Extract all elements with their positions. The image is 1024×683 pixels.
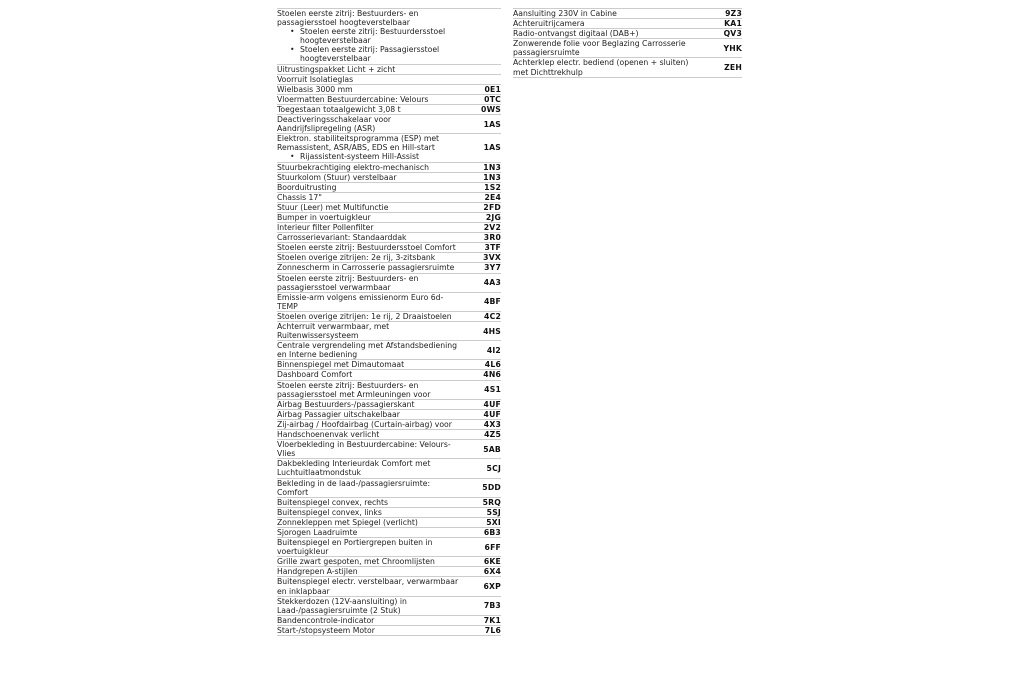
option-code: 5SJ	[486, 507, 501, 517]
option-description-text: Stoelen eerste zitrij: Bestuurdersstoel Comfort	[277, 243, 456, 253]
option-sub-item: • Stoelen eerste zitrij: Passagiersstoel hoogteverstelbaar	[290, 45, 463, 63]
option-description	[277, 518, 467, 527]
option-row	[277, 134, 501, 162]
option-row	[277, 459, 501, 478]
option-row	[277, 223, 501, 233]
option-description-text: Airbag Passagier uitschakelbaar	[277, 409, 400, 419]
option-description-text: Boorduitrusting	[277, 182, 337, 192]
option-row	[513, 19, 742, 29]
option-description	[277, 213, 467, 222]
option-description	[277, 538, 467, 556]
option-description	[277, 134, 467, 161]
option-row	[277, 193, 501, 203]
option-description-text: Stoelen overige zitrijen: 2e rij, 3-zitsbank	[277, 253, 436, 263]
option-description-text: Wielbasis 3000 mm	[277, 84, 353, 94]
option-description	[277, 105, 467, 114]
option-code: 0WS	[481, 104, 501, 114]
option-description	[277, 312, 467, 321]
option-description	[277, 508, 467, 517]
option-description-text: Vloermatten Bestuurdercabine: Velours	[277, 94, 429, 104]
option-row	[277, 293, 501, 312]
option-row	[277, 597, 501, 616]
option-code: 2JG	[485, 212, 501, 222]
option-code: 9Z3	[725, 9, 742, 18]
option-row	[277, 243, 501, 253]
option-description-text: Achterruit verwarmbaar, met Ruitenwissersysteem	[277, 322, 390, 341]
option-description	[277, 597, 467, 615]
option-row	[277, 75, 501, 85]
option-row	[277, 498, 501, 508]
option-code: ZEH	[724, 63, 742, 73]
option-code: 5XI	[486, 517, 501, 527]
option-row	[277, 577, 501, 596]
option-row	[277, 616, 501, 626]
option-description	[277, 115, 467, 133]
option-description	[277, 85, 467, 94]
option-row	[277, 95, 501, 105]
option-row	[277, 253, 501, 263]
option-description	[277, 293, 467, 311]
option-description	[277, 459, 467, 477]
option-description	[277, 400, 467, 409]
option-row	[513, 9, 742, 19]
option-description	[277, 440, 467, 458]
option-description	[277, 420, 467, 429]
option-description	[277, 263, 467, 272]
option-description	[277, 173, 467, 182]
option-row	[277, 312, 501, 322]
option-description	[277, 75, 467, 84]
option-code: QV3	[723, 29, 742, 39]
option-description-text: Deactiveringsschakelaar voor Aandrijfslipregeling (ASR)	[277, 115, 392, 134]
option-code: 4C2	[484, 311, 501, 321]
option-description-text: Bekleding in de laad-/passagiersruimte: Comfort	[277, 478, 431, 497]
option-code: 1AS	[483, 143, 501, 153]
option-sub-item: • Stoelen eerste zitrij: Bestuurdersstoel hoogteverstelbaar	[290, 27, 463, 45]
option-code: 2V2	[483, 223, 501, 233]
option-code: KA1	[724, 19, 742, 29]
option-code: 4S1	[484, 385, 501, 395]
option-code: 5AB	[483, 444, 501, 454]
options-column-left	[277, 8, 501, 636]
option-description-text: Buitenspiegel convex, rechts	[277, 497, 389, 507]
option-description	[277, 360, 467, 369]
option-row	[277, 9, 501, 65]
option-description	[277, 370, 467, 379]
option-code: 5DD	[482, 483, 501, 493]
option-code: 6FF	[484, 542, 501, 552]
option-row	[277, 410, 501, 420]
option-description-text: Zonnescherm in Carrosserie passagiersruimte	[277, 263, 455, 273]
option-code: 1AS	[483, 119, 501, 129]
option-code: 4UF	[483, 409, 501, 419]
option-description-text: Stoelen eerste zitrij: Bestuurders- en passagiersstoel met Armleuningen voor	[277, 380, 431, 399]
options-column-right	[513, 8, 742, 78]
option-code: 6KE	[483, 557, 501, 567]
option-row	[277, 528, 501, 538]
option-code: 4HS	[483, 326, 501, 336]
option-description	[277, 479, 467, 497]
option-description-text: Zonwerende folie voor Beglazing Carrosserie passagiersruimte	[513, 39, 686, 58]
option-row	[277, 105, 501, 115]
option-row	[277, 341, 501, 360]
option-code: 3R0	[483, 233, 501, 243]
option-description	[277, 626, 467, 635]
option-description-text: Stoelen overige zitrijen: 1e rij, 2 Draaistoelen	[277, 311, 452, 321]
option-row	[513, 39, 742, 58]
option-description	[277, 253, 467, 262]
option-code: 7L6	[484, 625, 501, 635]
option-description-text: Dakbekleding Interieurdak Comfort met Luchtuitlaatmondstuk	[277, 459, 431, 478]
option-description-text: Handschoenenvak verlicht	[277, 430, 380, 440]
option-description-text: Voorruit Isolatieglas	[277, 74, 354, 84]
option-description	[513, 19, 708, 28]
option-code: 2FD	[483, 202, 501, 212]
option-sub-item-list	[277, 27, 463, 63]
option-description	[277, 203, 467, 212]
option-description-text: Buitenspiegel convex, links	[277, 507, 382, 517]
option-description	[277, 410, 467, 419]
option-description	[277, 65, 467, 74]
option-row	[277, 163, 501, 173]
option-description	[277, 233, 467, 242]
option-description-text: Stoelen eerste zitrij: Bestuurders- en passagiersstoel verwarmbaar	[277, 273, 419, 292]
option-row	[277, 508, 501, 518]
option-description-text: Centrale vergrendeling met Afstandsbediening en Interne bediening	[277, 341, 457, 360]
option-code: 7K1	[483, 615, 501, 625]
option-code: 4UF	[483, 399, 501, 409]
option-code: 6B3	[483, 527, 501, 537]
option-description-text: Handgrepen A-stijlen	[277, 567, 358, 577]
option-description-text: Uitrustingspakket Licht + zicht	[277, 64, 396, 74]
option-row	[277, 420, 501, 430]
option-row	[277, 518, 501, 528]
option-code: YHK	[723, 43, 742, 53]
option-row	[277, 538, 501, 557]
option-description-text: Start-/stopsysteem Motor	[277, 625, 375, 635]
option-description	[277, 274, 467, 292]
option-description	[277, 430, 467, 439]
option-code: 4N6	[483, 370, 501, 380]
option-row	[277, 626, 501, 636]
option-description	[277, 528, 467, 537]
option-description-text: Stoelen eerste zitrij: Bestuurders- en passagiersstoel hoogteverstelbaar	[277, 9, 419, 28]
option-description	[277, 193, 467, 202]
option-description	[513, 9, 708, 18]
option-code: 3VX	[483, 253, 501, 263]
option-description	[513, 29, 708, 38]
option-row	[513, 29, 742, 39]
option-description	[277, 341, 467, 359]
option-code: 2E4	[484, 192, 501, 202]
option-description-text: Emissie-arm volgens emissienorm Euro 6d-TEMP	[277, 292, 444, 311]
option-description-text: Carrosserievariant: Standaarddak	[277, 233, 407, 243]
option-description	[277, 9, 467, 64]
option-description-text: Zij-airbag / Hoofdairbag (Curtain-airbag) voor	[277, 419, 452, 429]
option-description-text: Zonnekleppen met Spiegel (verlicht)	[277, 517, 418, 527]
option-description	[277, 183, 467, 192]
option-description	[277, 567, 467, 576]
option-row	[277, 479, 501, 498]
option-description-text: Achterklep electr. bediend (openen + sluiten) met Dichttrekhulp	[513, 58, 689, 77]
option-description	[277, 498, 467, 507]
option-description	[277, 577, 467, 595]
option-description-text: Interieur filter Pollenfilter	[277, 223, 374, 233]
option-row	[277, 65, 501, 75]
option-code: 0TC	[484, 94, 501, 104]
option-description-text: Grille zwart gespoten, met Chroomlijsten	[277, 557, 435, 567]
option-description	[277, 381, 467, 399]
option-description-text: Buitenspiegel electr. verstelbaar, verwarmbaar en inklapbaar	[277, 577, 459, 596]
option-description-text: Binnenspiegel met Dimautomaat	[277, 360, 405, 370]
option-sub-item-list	[277, 152, 463, 161]
option-row	[277, 183, 501, 193]
option-row	[277, 173, 501, 183]
option-row	[277, 274, 501, 293]
option-description-text: Aansluiting 230V in Cabine	[513, 9, 617, 18]
option-row	[277, 557, 501, 567]
option-code: 4A3	[483, 278, 501, 288]
option-description	[277, 95, 467, 104]
option-code: 6XP	[483, 581, 501, 591]
option-description	[513, 58, 708, 76]
option-sub-item: • Rijassistent-systeem Hill-Assist	[290, 152, 463, 161]
option-description-text: Stuurbekrachtiging elektro-mechanisch	[277, 162, 430, 172]
option-code: 3Y7	[484, 263, 501, 273]
option-row	[277, 85, 501, 95]
option-description	[277, 243, 467, 252]
option-description-text: Sjorogen Laadruimte	[277, 527, 358, 537]
option-row	[277, 370, 501, 380]
option-row	[277, 322, 501, 341]
option-description-text: Stuur (Leer) met Multifunctie	[277, 202, 389, 212]
option-code: 6X4	[483, 567, 501, 577]
option-description-text: Toegestaan totaalgewicht 3,08 t	[277, 104, 401, 114]
option-code: 4Z5	[484, 430, 501, 440]
option-row	[277, 567, 501, 577]
option-row	[277, 381, 501, 400]
option-description-text: Achteruitrijcamera	[513, 19, 585, 29]
option-row	[513, 58, 742, 77]
option-code: 4X3	[483, 419, 501, 429]
option-row	[277, 440, 501, 459]
option-description-text: Vloerbekleding in Bestuurdercabine: Velours-Vlies	[277, 440, 451, 459]
option-code: 1S2	[484, 182, 501, 192]
option-description-text: Stekkerdozen (12V-aansluiting) in Laad-/passagiersruimte (2 Stuk)	[277, 596, 407, 615]
option-code: 7B3	[483, 601, 501, 611]
option-description-text: Buitenspiegel en Portiergrepen buiten in voertuigkleur	[277, 538, 433, 557]
option-code: 4L6	[484, 360, 501, 370]
option-description-text: Chassis 17"	[277, 192, 322, 202]
option-code: 0E1	[484, 84, 501, 94]
option-row	[277, 430, 501, 440]
option-code: 3TF	[484, 243, 501, 253]
option-description-text: Airbag Bestuurders-/passagierskant	[277, 399, 415, 409]
option-row	[277, 233, 501, 243]
option-code: 1N3	[483, 162, 501, 172]
option-row	[277, 213, 501, 223]
option-code: 4BF	[483, 297, 501, 307]
option-description-text: Elektron. stabiliteitsprogramma (ESP) met Remassistent, ASR/ABS, EDS en Hill-start	[277, 134, 440, 153]
option-code: 5CJ	[486, 463, 501, 473]
option-description	[513, 39, 708, 57]
option-code: 4I2	[486, 345, 501, 355]
option-code: 1N3	[483, 172, 501, 182]
option-code: 5RQ	[482, 497, 501, 507]
option-description-text: Bandencontrole-indicator	[277, 615, 375, 625]
option-row	[277, 360, 501, 370]
option-description	[277, 322, 467, 340]
option-row	[277, 203, 501, 213]
option-description-text: Dashboard Comfort	[277, 370, 353, 380]
option-row	[277, 263, 501, 273]
option-description	[277, 223, 467, 232]
option-row	[277, 115, 501, 134]
option-row	[277, 400, 501, 410]
option-description	[277, 616, 467, 625]
option-description-text: Radio-ontvangst digitaal (DAB+)	[513, 29, 639, 39]
option-description-text: Bumper in voertuigkleur	[277, 212, 371, 222]
option-description-text: Stuurkolom (Stuur) verstelbaar	[277, 172, 397, 182]
option-description	[277, 557, 467, 566]
option-description	[277, 163, 467, 172]
